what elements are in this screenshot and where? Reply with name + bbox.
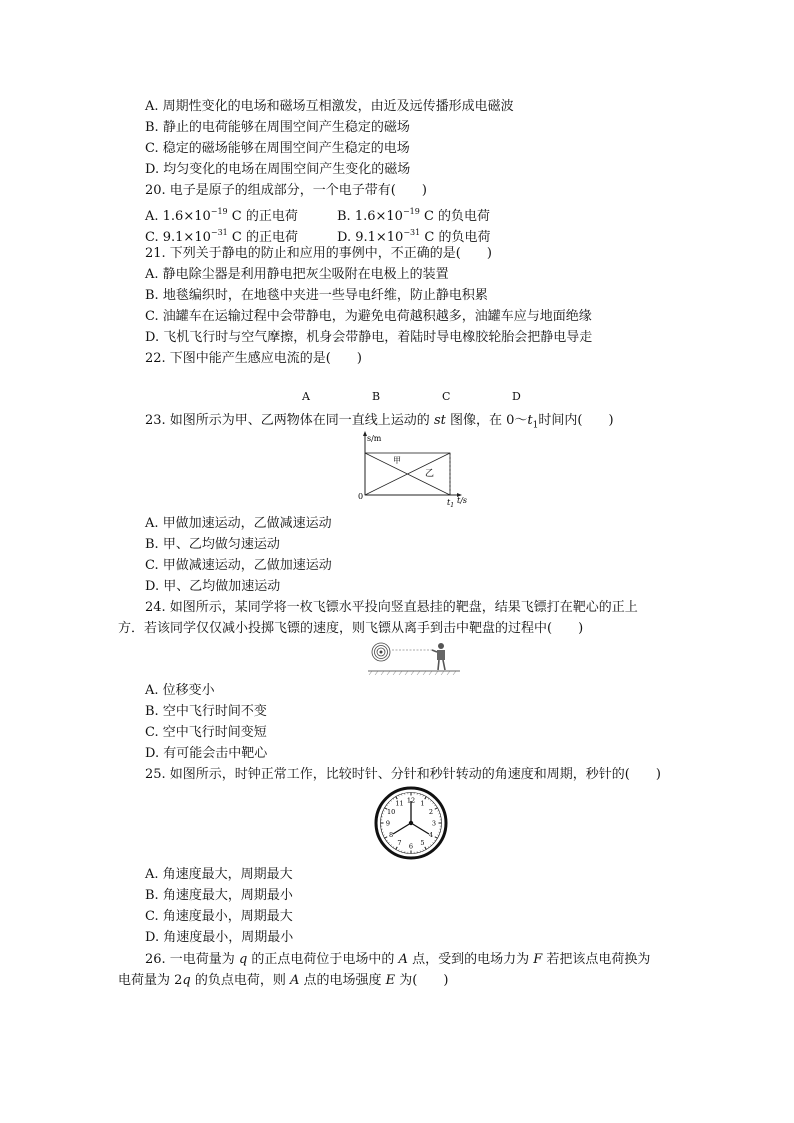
clock-number: 12 <box>406 796 416 805</box>
q24-stem-line1: 24. 如图所示，某同学将一枚飞镖水平投向竖直悬挂的靶盘，结果飞镖打在靶心的正上 <box>145 600 638 615</box>
q25-option-c: C. 角速度最小，周期最大 <box>145 909 293 924</box>
q22-label-b: B <box>372 390 381 403</box>
q25-option-d: D. 角速度最小，周期最小 <box>145 930 294 945</box>
person-icon <box>432 643 445 670</box>
clock-number: 5 <box>420 839 425 848</box>
q25-option-a: A. 角速度最大，周期最大 <box>145 867 293 882</box>
q21-option-b: B. 地毯编织时，在地毯中夹进一些导电纤维，防止静电积累 <box>145 288 488 303</box>
clock-number: 9 <box>385 819 391 828</box>
q20-options-row2 <box>145 224 490 246</box>
graph-x-label: t/s <box>457 496 468 505</box>
dartboard-figure <box>368 640 460 678</box>
graph-origin: 0 <box>358 492 364 501</box>
q21-option-a: A. 静电除尘器是利用静电把灰尘吸附在电极上的装置 <box>145 267 449 282</box>
q23-stem: 23. 如图所示为甲、乙两物体在同一直线上运动的 st 图像，在 $0\sim t_1$时间内( ) <box>145 413 614 431</box>
graph-t1: $t_1$ <box>447 498 455 509</box>
graph-line-jia: 甲 <box>393 456 401 465</box>
q23-option-b: B. 甲、乙均做匀速运动 <box>145 537 280 552</box>
q23-option-a: A. 甲做加速运动，乙做减速运动 <box>145 516 332 531</box>
graph-y-label: s/m <box>367 434 382 443</box>
q26-stem-line1: 26. 一电荷量为 q 的正点电荷位于电场中的 A 点，受到的电场力为 F 若把该点电荷换为 <box>145 952 651 967</box>
q20-options-row1 <box>145 203 490 225</box>
clock-number: 3 <box>431 819 437 828</box>
q19-option-d: D. 均匀变化的电场在周围空间产生变化的磁场 <box>145 162 411 177</box>
q24-stem-line2: 方．若该同学仅仅减小投掷飞镖的速度，则飞镖从离手到击中靶盘的过程中( ) <box>118 621 584 636</box>
q20-option-a: A. $1.6\times 10^{-19}$ C 的正电荷 <box>145 207 298 224</box>
q24-option-b: B. 空中飞行时间不变 <box>145 704 267 719</box>
clock-number: 8 <box>389 830 394 839</box>
dartboard-icon <box>372 643 390 661</box>
graph-line-yi: 乙 <box>425 469 435 479</box>
q25-stem: 25. 如图所示，时钟正常工作，比较时针、分针和秒针转动的角速度和周期，秒针的( ) <box>145 767 661 782</box>
q21-option-d: D. 飞机飞行时与空气摩擦，机身会带静电，着陆时导电橡胶轮胎会把静电导走 <box>145 330 593 345</box>
q19-option-a: A. 周期性变化的电场和磁场互相激发，由近及远传播形成电磁波 <box>145 99 514 114</box>
q25-option-b: B. 角速度最大，周期最小 <box>145 888 293 903</box>
q20-option-c: C. $9.1\times 10^{-31}$ C 的正电荷 <box>145 228 298 245</box>
q20-option-b: B. $1.6\times 10^{-19}$ C 的负电荷 <box>337 207 491 224</box>
clock-icon <box>374 786 448 860</box>
q24-option-c: C. 空中飞行时间变短 <box>145 725 267 740</box>
q19-option-b: B. 静止的电荷能够在周围空间产生稳定的磁场 <box>145 120 410 135</box>
q20-option-d: D. $9.1\times 10^{-31}$ C 的负电荷 <box>337 228 491 245</box>
q22-label-a: A <box>302 390 310 403</box>
q24-option-a: A. 位移变小 <box>145 683 215 698</box>
clock-number: 4 <box>428 830 433 839</box>
q21-option-c: C. 油罐车在运输过程中会带静电，为避免电荷越积越多，油罐车应与地面绝缘 <box>145 309 592 324</box>
q22-label-d: D <box>512 390 521 403</box>
q23-option-c: C. 甲做减速运动，乙做加速运动 <box>145 558 332 573</box>
q22-label-c: C <box>442 390 451 403</box>
clock-number: 11 <box>395 799 404 808</box>
clock-number: 1 <box>420 799 425 808</box>
clock-number: 6 <box>408 842 414 851</box>
q21-stem: 21. 下列关于静电的防止和应用的事例中，不正确的是( ) <box>145 246 492 261</box>
clock-number: 10 <box>386 807 396 816</box>
q24-option-d: D. 有可能会击中靶心 <box>145 746 268 761</box>
q19-option-c: C. 稳定的磁场能够在周围空间产生稳定的电场 <box>145 141 410 156</box>
q23-option-d: D. 甲、乙均做加速运动 <box>145 579 281 594</box>
st-graph <box>355 430 468 510</box>
clock-number: 2 <box>428 807 433 816</box>
q22-stem: 22. 下图中能产生感应电流的是( ) <box>145 351 362 366</box>
clock-number: 7 <box>397 839 402 848</box>
q26-stem-line2: 电荷量为 2q 的负点电荷，则 A 点的电场强度 E 为( ) <box>118 973 449 988</box>
q20-stem: 20. 电子是原子的组成部分，一个电子带有( ) <box>145 183 427 198</box>
